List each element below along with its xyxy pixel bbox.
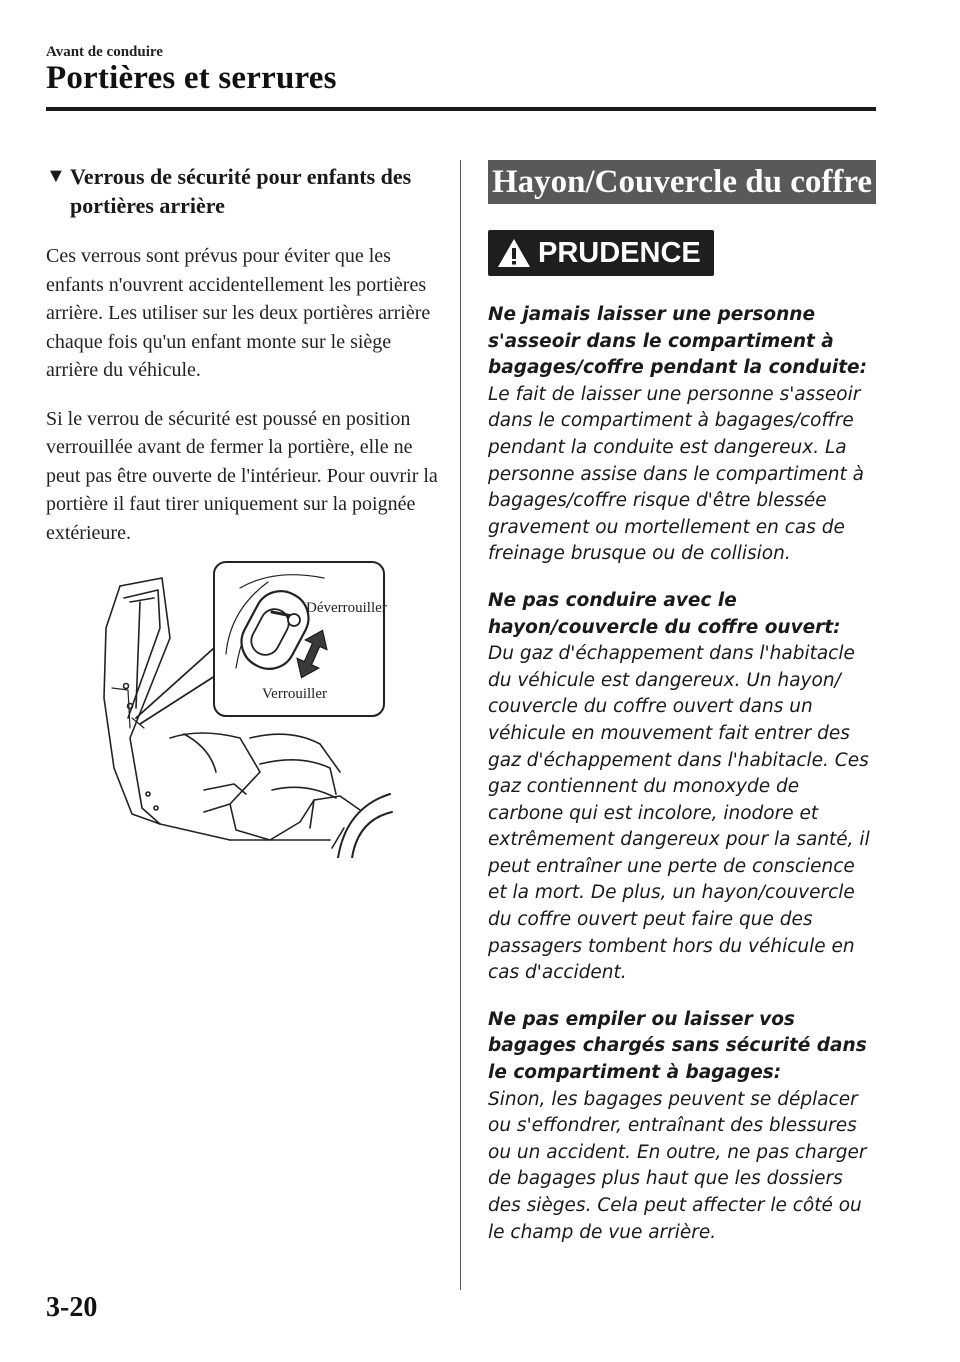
- child-lock-subheading: [46, 162, 446, 220]
- child-lock-illustration: [100, 558, 400, 858]
- warning-block-luggage: [488, 1007, 878, 1246]
- warning-title: Ne pas empiler ou laisser vos bagages chargés sans sécurité dans le compartiment à bagages:: [488, 1008, 867, 1084]
- left-column: [46, 162, 446, 547]
- section-banner: Hayon/Couvercle du coffre: [488, 160, 876, 204]
- paragraph-purpose: Ces verrous sont prévus pour éviter que les enfants n'ouvrent accidentellement les portières arrière. Les utiliser sur les deux portières arrière chaque fois qu'un enfant monte sur le siège arrière du véhicule.: [46, 245, 431, 381]
- header-section-label: Avant de conduire: [46, 44, 163, 60]
- warning-body: Du gaz d'échappement dans l'habitacle du véhicule est dangereux. Un hayon/ couvercle du coffre ouvert dans un véhicule en mouvement fait entrer des gaz d'échappement dans l'habitacle. Ces gaz contiennent du monoxyde de carbone qui est incolore, inodore et extrêmement dangereux pour la santé, il peut entraîner une perte de conscience et la mort. De plus, un hayon/couvercle du coffre ouvert peut faire que des passagers tombent hors du véhicule en cas d'accident.: [488, 643, 870, 984]
- warning-title: Ne jamais laisser une personne s'asseoir dans le compartiment à bagages/coffre pendant la conduite:: [488, 304, 867, 379]
- column-divider: [460, 160, 461, 1290]
- warning-title: Ne pas conduire avec le hayon/couvercle du coffre ouvert:: [488, 589, 841, 638]
- page-number: 3-20: [46, 1292, 98, 1323]
- lock-label: Verrouiller: [262, 686, 327, 702]
- right-column: [488, 160, 878, 1246]
- warning-body: Sinon, les bagages peuvent se déplacer ou s'effondrer, entraînant des blessures ou un accident. En outre, ne pas charger de bagages plus haut que les dossiers des sièges. Cela peut affecter le côté ou le champ de vue arrière.: [488, 1088, 867, 1243]
- subheading-text: Verrous de sécurité pour enfants des portières arrière: [70, 164, 412, 218]
- unlock-label: Déverrouiller: [306, 600, 387, 616]
- warning-triangle-icon: [496, 237, 532, 269]
- caution-badge: [488, 230, 714, 276]
- triangle-marker-icon: ▼: [46, 165, 66, 187]
- paragraph-usage: Si le verrou de sécurité est poussé en position verrouillée avant de fermer la portière, elle ne peut pas être ouverte de l'intérieur. Pour ouvrir la portière il faut tirer uniquement sur la poignée extérieure.: [46, 407, 438, 544]
- caution-label: PRUDENCE: [538, 236, 701, 269]
- header-rule: [46, 107, 876, 111]
- warning-body: Le fait de laisser une personne s'asseoir dans le compartiment à bagages/coffre pendant la conduite est dangereux. La personne assise dans le compartiment à bagages/coffre risque d'être blessée gravement ou mortellement en cas de freinage brusque ou de collision.: [488, 383, 864, 565]
- warning-block-open-hatch: [488, 588, 878, 987]
- warning-block-passengers: [488, 302, 878, 568]
- page-title: Portières et serrures: [46, 60, 337, 96]
